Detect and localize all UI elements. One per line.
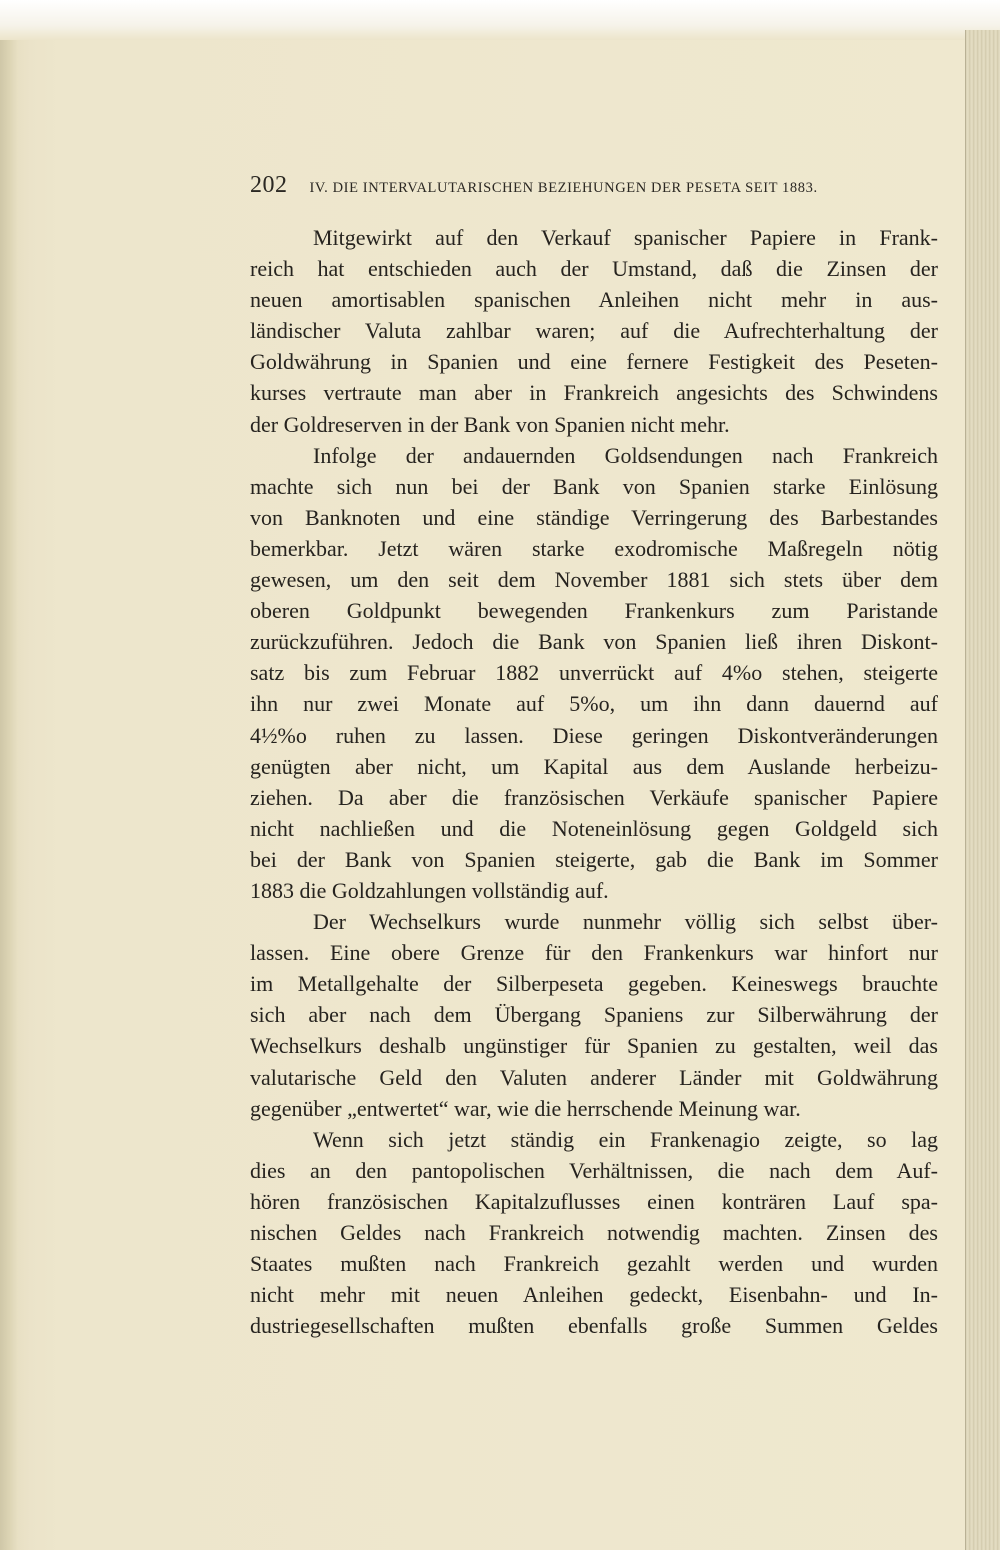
text-line: gegenüber „entwertet“ war, wie die herrschende Meinung war. (250, 1095, 801, 1121)
text-line: reich hat entschieden auch der Umstand, daß die Zinsen der (250, 256, 938, 282)
text-line: nischen Geldes nach Frankreich notwendig machten. Zinsen des (250, 1220, 938, 1245)
text-line: satz bis zum Februar 1882 unverrückt auf 4%o stehen, steigerte (250, 660, 938, 686)
text-line: neuen amortisablen spanischen Anleihen nicht mehr in aus- (250, 287, 938, 313)
page-stack-edge (965, 30, 1000, 1550)
page-top-edge (0, 0, 1000, 40)
text-line: 1883 die Goldzahlungen vollständig auf. (250, 877, 609, 903)
text-line: dustriegesellschaften mußten ebenfalls große Summen Geldes (250, 1313, 938, 1339)
text-line: sich aber nach dem Übergang Spaniens zur Silberwährung der (250, 1002, 938, 1028)
text-line: valutarische Geld den Valuten anderer Länder mit Goldwährung (250, 1064, 938, 1090)
text-line: ziehen. Da aber die französischen Verkäufe spanischer Papiere (250, 784, 938, 810)
text-line: kurses vertraute man aber in Frankreich angesichts des Schwindens (250, 380, 938, 406)
text-line: Goldwährung in Spanien und eine fernere Festigkeit des Peseten- (250, 349, 938, 375)
text-line: 4½%o ruhen zu lassen. Diese geringen Diskontveränderungen (250, 722, 938, 748)
text-line: bei der Bank von Spanien steigerte, gab die Bank im Sommer (250, 846, 938, 872)
text-line: Der Wechselkurs wurde nunmehr völlig sich selbst über- (313, 909, 938, 935)
text-line: nicht nachließen und die Noteneinlösung gegen Goldgeld sich (250, 815, 938, 841)
text-line: Mitgewirkt auf den Verkauf spanischer Papiere in Frank- (313, 225, 938, 250)
page-number: 202 (250, 172, 288, 198)
running-head (250, 172, 940, 202)
text-line: Wenn sich jetzt ständig ein Frankenagio zeigte, so lag (313, 1126, 938, 1152)
text-line: bemerkbar. Jetzt wären starke exodromische Maßregeln nötig (250, 535, 938, 561)
text-line: von Banknoten und eine ständige Verringerung des Barbestandes (250, 504, 938, 530)
text-line: Staates mußten nach Frankreich gezahlt werden und wurden (250, 1251, 938, 1277)
text-line: oberen Goldpunkt bewegenden Frankenkurs zum Paristande (250, 598, 938, 624)
text-line: ihn nur zwei Monate auf 5%o, um ihn dann dauernd auf (250, 691, 938, 717)
text-line: machte sich nun bei der Bank von Spanien starke Einlösung (250, 473, 938, 499)
text-line: gewesen, um den seit dem November 1881 sich stets über dem (250, 567, 938, 593)
text-line: ländischer Valuta zahlbar waren; auf die Aufrechterhaltung der (250, 318, 938, 344)
text-line: der Goldreserven in der Bank von Spanien nicht mehr. (250, 411, 730, 437)
text-line: lassen. Eine obere Grenze für den Frankenkurs war hinfort nur (250, 940, 938, 966)
text-line: hören französischen Kapitalzuflusses einen konträren Lauf spa- (250, 1188, 938, 1214)
text-line: Infolge der andauernden Goldsendungen nach Frankreich (313, 442, 938, 468)
text-line: Wechselkurs deshalb ungünstiger für Spanien zu gestalten, weil das (250, 1033, 938, 1059)
text-line: dies an den pantopolischen Verhältnissen, die nach dem Auf- (250, 1157, 938, 1183)
body-text (250, 222, 938, 1341)
text-line: zurückzuführen. Jedoch die Bank von Spanien ließ ihren Diskont- (250, 629, 938, 655)
text-line: im Metallgehalte der Silberpeseta gegeben. Keineswegs brauchte (250, 971, 938, 997)
text-line: genügten aber nicht, um Kapital aus dem Auslande herbeizu- (250, 753, 938, 779)
text-line: nicht mehr mit neuen Anleihen gedeckt, Eisenbahn- und In- (250, 1282, 938, 1308)
running-title: IV. DIE INTERVALUTARISCHEN BEZIEHUNGEN DER PESETA SEIT 1883. (309, 180, 818, 196)
